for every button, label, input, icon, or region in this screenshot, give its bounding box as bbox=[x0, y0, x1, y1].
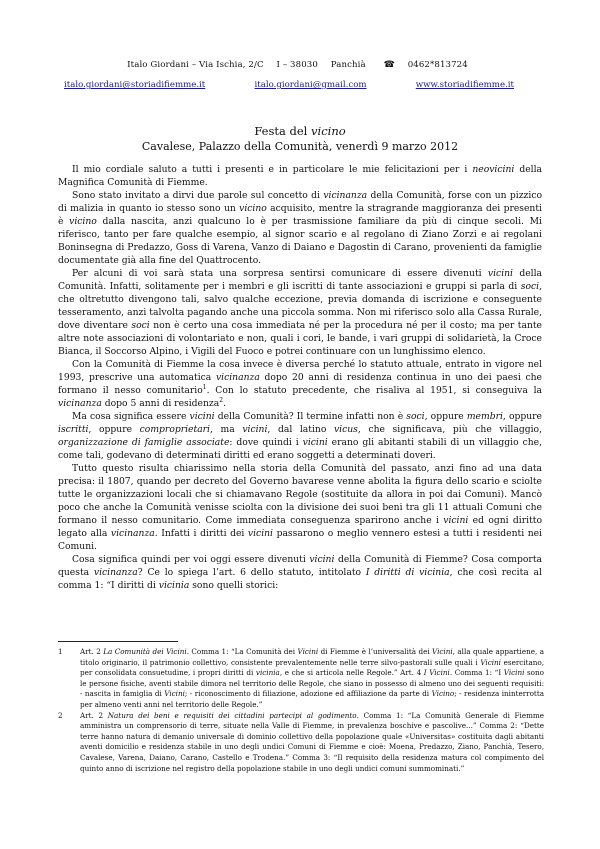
footnote-ref: 1 bbox=[202, 383, 207, 391]
italic-run: vicino bbox=[69, 216, 97, 227]
postcode: I – 38030 bbox=[276, 60, 318, 70]
text-run: non è certo una cosa immediata né per la procedura né per il costo; ma per tante altre note associazioni di volontariato e non, quali i cori, le bande, i vari gruppi di solidarietà, la Croce Bianca, il Soccorso Alpino, i Vigili del Fuoco e potrei continuare con un lunghissimo elenco. bbox=[58, 320, 542, 357]
italic-run: neovicini bbox=[472, 164, 515, 175]
italic-run: organizzazione di famiglie associate bbox=[58, 437, 230, 448]
text-run: . Comma 1: “La Comunità Generale di Fiemme amministra un comprensorio di terre, situate nella Valle di Fiemme, in prevalenza boschive e pascolive...” Comma 2: “Dette terre hanno natura di demanio universale di dominio collettivo della popolazione quale «Universitas» costituita dagli abitanti aventi domicilio e residenza stabile in uno degli undici Comuni di Fiemme e cioè: Moena, Predazzo, Ziano, Panchià, Tesero, Cavalese, Varena, Daiano, Carano, Castello e Trodena.” Comma 3: “Il requisito della residenza matura col compimento del quinto anno di iscrizione nel registro della popolazione stabile in uno degli undici comuni summominati.” bbox=[80, 710, 544, 773]
text-run: , che così recita al comma 1: “I diritti di bbox=[58, 567, 542, 591]
italic-run: Vicini bbox=[297, 647, 319, 656]
text-run: della Comunità? Il termine infatti non è bbox=[214, 411, 407, 422]
text-run: della Comunità, forse con un pizzico di malizia in quanto io stesso sono un bbox=[58, 190, 542, 214]
email-link-2[interactable]: italo.giordani@gmail.com bbox=[254, 80, 367, 90]
text-run: , oppure bbox=[88, 424, 140, 435]
italic-run: vicinanza bbox=[93, 567, 138, 578]
italic-run: Vicini bbox=[432, 647, 453, 656]
text-run: : dove quindi i bbox=[229, 437, 303, 448]
title-prefix: Festa del bbox=[254, 124, 312, 138]
italic-run: Vicini bbox=[503, 668, 525, 678]
italic-run: soci bbox=[520, 281, 540, 292]
italic-run: I Vicini bbox=[423, 668, 450, 678]
footnote-separator bbox=[58, 641, 178, 642]
text-run: ; - residenza ininterrotta per almeno venti anni nel territorio delle Regole.” bbox=[80, 689, 544, 709]
italic-run: Vicini bbox=[480, 657, 501, 667]
text-run: sono quelli storici: bbox=[189, 580, 279, 591]
italic-run: vicinanza bbox=[323, 190, 368, 201]
text-run: Ma cosa significa essere bbox=[72, 411, 190, 422]
body-paragraph bbox=[58, 462, 542, 553]
body-paragraph bbox=[58, 267, 542, 358]
footnote bbox=[58, 711, 544, 775]
italic-run: vicini bbox=[302, 437, 328, 448]
italic-run: vicini bbox=[247, 528, 273, 539]
phone-group bbox=[379, 60, 473, 70]
text-run: sono le persone fisiche, aventi stabile dimora nel territorio delle Regole, che siano in possesso di almeno uno dei seguenti requisiti: - nascita in famiglia di bbox=[80, 668, 544, 699]
italic-run: vicini bbox=[242, 424, 268, 435]
text-run: ed ogni diritto legato alla bbox=[58, 515, 542, 539]
text-run: dopo 20 anni di residenza continua in uno dei paesi che formano il nesso comunitario bbox=[58, 372, 542, 396]
italic-run: vicini bbox=[443, 515, 469, 526]
body-paragraph bbox=[58, 410, 542, 462]
text-run: . Comma 1: “La Comunità dei bbox=[186, 647, 298, 656]
italic-run: I diritti di vicinia bbox=[365, 567, 450, 578]
text-run: , che significava, più che villaggio, bbox=[357, 424, 543, 435]
footnote bbox=[58, 647, 544, 711]
text-run: della Comunità. Infatti, solitamente per i membri e gli iscritti di tante associazioni e gruppi si parla di bbox=[58, 268, 543, 292]
author-address: Italo Giordani – Via Ischia, 2/C bbox=[127, 60, 264, 70]
text-run: erano gli abitanti stabili di un villaggio che, come tali, godevano di determinati diritti ed erano soggetti a determinati doveri. bbox=[58, 437, 542, 461]
text-run: Art. 2 bbox=[80, 647, 104, 656]
body-paragraph bbox=[58, 358, 542, 410]
text-run: , e che si articola nelle Regole.” Art. 4 bbox=[279, 668, 424, 678]
text-run: di Fiemme è l’universalità dei bbox=[318, 647, 433, 656]
text-run: . Infatti i diritti dei bbox=[154, 528, 248, 539]
text-run: ; - riconoscimento di filiazione, adozione ed affiliazione da parte di bbox=[184, 689, 432, 699]
italic-run: vicinanza bbox=[215, 372, 260, 383]
italic-run: vicinia bbox=[255, 668, 280, 678]
footnote-ref: 2 bbox=[219, 396, 224, 404]
text-run: , che oltretutto divengono tali, salvo qualche eccezione, previa domanda di iscrizione e conseguente tesseramento, anzi talvolta pagando anche una piccola somma. Non mi riferisco solo alla Cassa Rurale, dove diventare bbox=[58, 281, 542, 331]
italic-run: La Comunità dei Vicini bbox=[103, 647, 187, 656]
text-run: , alla quale appartiene, a titolo originario, il patrimonio collettivo, consistente prevalentemente nelle terre silvo-pastorali sulle quali i bbox=[80, 647, 544, 667]
text-run: dopo 5 anni di residenza bbox=[101, 398, 220, 409]
footnote-number: 1 bbox=[58, 647, 63, 656]
text-run: . Con lo statuto precedente, che risaliva al 1951, si conseguiva la bbox=[206, 385, 543, 396]
body-text bbox=[58, 163, 542, 592]
text-run: ? Ce lo spiega l’art. 6 dello statuto, intitolato bbox=[137, 567, 366, 578]
text-run: Il mio cordiale saluto a tutti i presenti e in particolare le mie felicitazioni per i bbox=[72, 164, 473, 175]
italic-run: soci bbox=[131, 320, 150, 331]
contact-links bbox=[64, 80, 514, 90]
text-run: Art. 2 bbox=[80, 710, 108, 720]
italic-run: vicus bbox=[333, 424, 358, 435]
italic-run: vicini bbox=[189, 411, 215, 422]
text-run: della Magnifica Comunità di Fiemme. bbox=[58, 164, 543, 188]
text-run: passarono o meglio vennero estesi a tutti i residenti nei Comuni. bbox=[58, 528, 542, 552]
document-subtitle: Cavalese, Palazzo della Comunità, venerdì 9 marzo 2012 bbox=[141, 140, 459, 153]
text-run: dalla nascita, anzi qualcuno lo è per trasmissione familiare da più di cinque secoli. Mi riferisco, tanto per fare qualche esempio, al signor scario e al regolano di Ziano Zorzi e ai regolani Boninsegna di Predazzo, Goss di Varena, Vanzo di Daiano e Dagostin di Carano, provenienti da famiglie documentate già alla fine del Quattrocento. bbox=[58, 216, 542, 266]
italic-run: Vicino bbox=[431, 689, 455, 699]
text-run: . bbox=[223, 398, 226, 409]
italic-run: membri bbox=[466, 411, 503, 422]
town: Panchià bbox=[330, 60, 366, 70]
phone-number: 0462*813724 bbox=[407, 60, 468, 70]
body-paragraph bbox=[58, 189, 542, 267]
italic-run: comproprietari bbox=[139, 424, 210, 435]
text-run: esercitano, per consolidata consuetudine, i propri diritti di bbox=[80, 657, 544, 678]
text-run: , dal latino bbox=[267, 424, 334, 435]
text-run: Sono stato invitato a dirvi due parole sul concetto di bbox=[72, 190, 324, 201]
body-paragraph bbox=[58, 553, 542, 592]
italic-run: Vicini bbox=[164, 689, 185, 699]
italic-run: vicinia bbox=[158, 580, 190, 591]
italic-run: vicinanza bbox=[110, 528, 155, 539]
footnote-text bbox=[80, 711, 544, 775]
italic-run: vicinanza bbox=[58, 398, 102, 409]
body-paragraph bbox=[58, 163, 542, 189]
italic-run: iscritti bbox=[58, 424, 89, 435]
footnotes bbox=[58, 647, 544, 774]
italic-run: vicino bbox=[239, 203, 267, 214]
phone-icon: ☎ bbox=[383, 60, 395, 70]
text-run: Con la Comunità di Fiemme la cosa invece è diversa perché lo statuto attuale, entrato in vigore nel 1993, prescrive una automatica bbox=[58, 359, 542, 383]
italic-run: soci bbox=[406, 411, 425, 422]
letterhead bbox=[0, 60, 600, 70]
text-run: , oppure bbox=[424, 411, 467, 422]
email-link-1[interactable]: italo.giordani@storiadifiemme.it bbox=[64, 80, 206, 90]
italic-run: vicini bbox=[487, 268, 513, 279]
text-run: Cosa significa quindi per voi oggi essere divenuti bbox=[72, 554, 310, 565]
website-link[interactable]: www.storiadifiemme.it bbox=[415, 80, 514, 90]
text-run: , oppure bbox=[502, 411, 542, 422]
text-run: , ma bbox=[210, 424, 243, 435]
footnote-number: 2 bbox=[58, 710, 63, 720]
text-run: acquisito, mentre la stragrande maggioranza dei presenti è bbox=[58, 203, 542, 227]
italic-run: vicini bbox=[309, 554, 335, 565]
title-italic: vicino bbox=[311, 124, 346, 138]
text-run: Tutto questo risulta chiarissimo nella storia della Comunità del passato, anzi fino ad una data precisa: il 1807, quando per decreto del Governo bavarese venne abolita la figura dello scario e sciolte tutte le organizzazioni locali che si chiamavano Regole (sostituite da allora in poi dai Comuni). Mancò poco che anche la Comunità venisse sciolta con la divisione dei suoi beni tra gli 11 attuali Comuni che formano il nesso comunitario. Come immediata conseguenza sparirono anche i bbox=[58, 463, 542, 526]
text-run: . Comma 1: “I bbox=[449, 668, 504, 678]
italic-run: Natura dei beni e requisiti dei cittadini partecipi al godimento bbox=[107, 710, 357, 720]
text-run: Per alcuni di voi sarà stata una sorpresa sentirsi comunicare di essere divenuti bbox=[72, 268, 488, 279]
footnote-text bbox=[80, 647, 544, 711]
text-run: della Comunità di Fiemme? Cosa comporta questa bbox=[58, 554, 542, 578]
document-title bbox=[0, 124, 600, 138]
